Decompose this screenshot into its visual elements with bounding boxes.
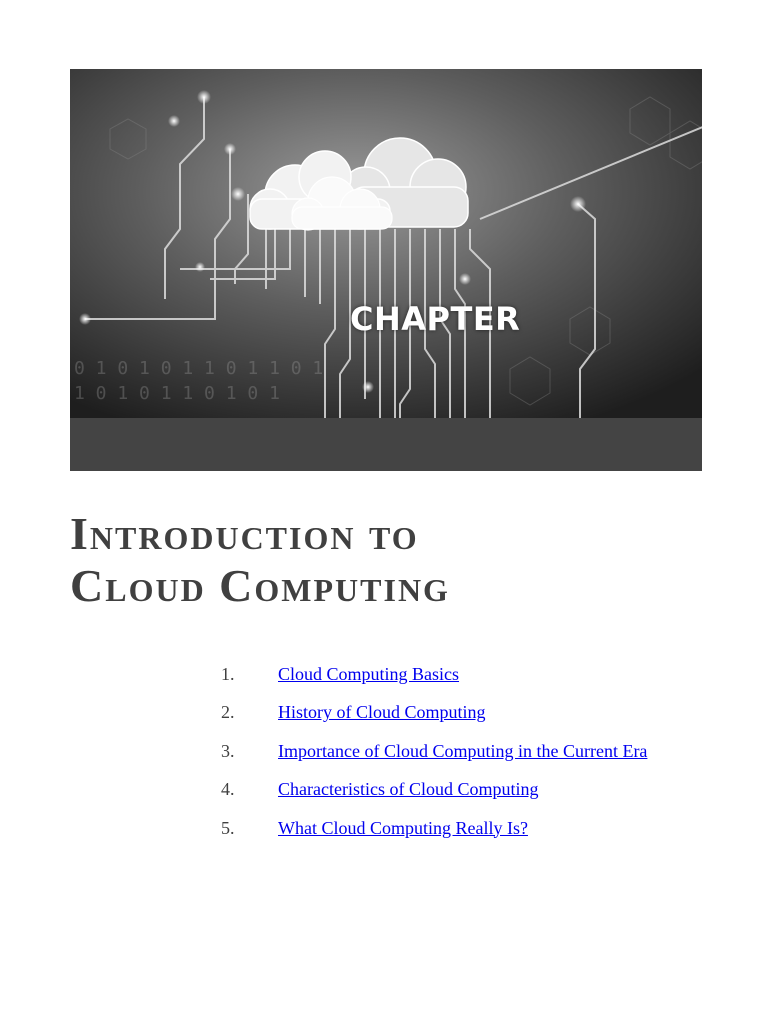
list-item xyxy=(0,660,768,698)
toc-link-cloud-computing-basics[interactable]: Cloud Computing Basics xyxy=(278,664,460,684)
toc-link-characteristics-of-cloud-computing[interactable]: Characteristics of Cloud Computing xyxy=(278,779,539,800)
chapter-title xyxy=(70,508,710,612)
toc-link-importance-of-cloud-computing[interactable]: Importance of Cloud Computing in the Current Era xyxy=(278,740,648,761)
chapter-banner xyxy=(70,69,702,471)
list-item xyxy=(0,737,768,775)
list-item xyxy=(0,814,768,852)
svg-text:1 0 1 0 1 1 0 1 0 1: 1 0 1 0 1 1 0 1 0 1 xyxy=(74,383,280,404)
item-number: 2. xyxy=(221,702,235,723)
chapter-title-line-1: Introduction to xyxy=(70,508,419,559)
item-number: 4. xyxy=(221,779,235,800)
banner-band xyxy=(70,418,702,471)
item-number: 3. xyxy=(221,740,235,761)
cloud-circuit-illustration xyxy=(70,69,702,419)
chapter-title-line-2: Cloud Computing xyxy=(70,560,450,611)
list-item xyxy=(0,775,768,813)
toc-link-history-of-cloud-computing[interactable]: History of Cloud Computing xyxy=(278,702,486,723)
item-number: 1. xyxy=(221,664,235,684)
svg-text:0 1 0 1 0 1 1 0 1 1 0 1: 0 1 0 1 0 1 1 0 1 1 0 1 xyxy=(74,358,324,379)
list-item xyxy=(0,698,768,736)
toc-link-what-cloud-computing-really-is[interactable]: What Cloud Computing Really Is? xyxy=(278,817,528,838)
chapter-contents-list xyxy=(0,660,768,852)
item-number: 5. xyxy=(221,817,235,838)
chapter-label: CHAPTER xyxy=(350,300,521,338)
